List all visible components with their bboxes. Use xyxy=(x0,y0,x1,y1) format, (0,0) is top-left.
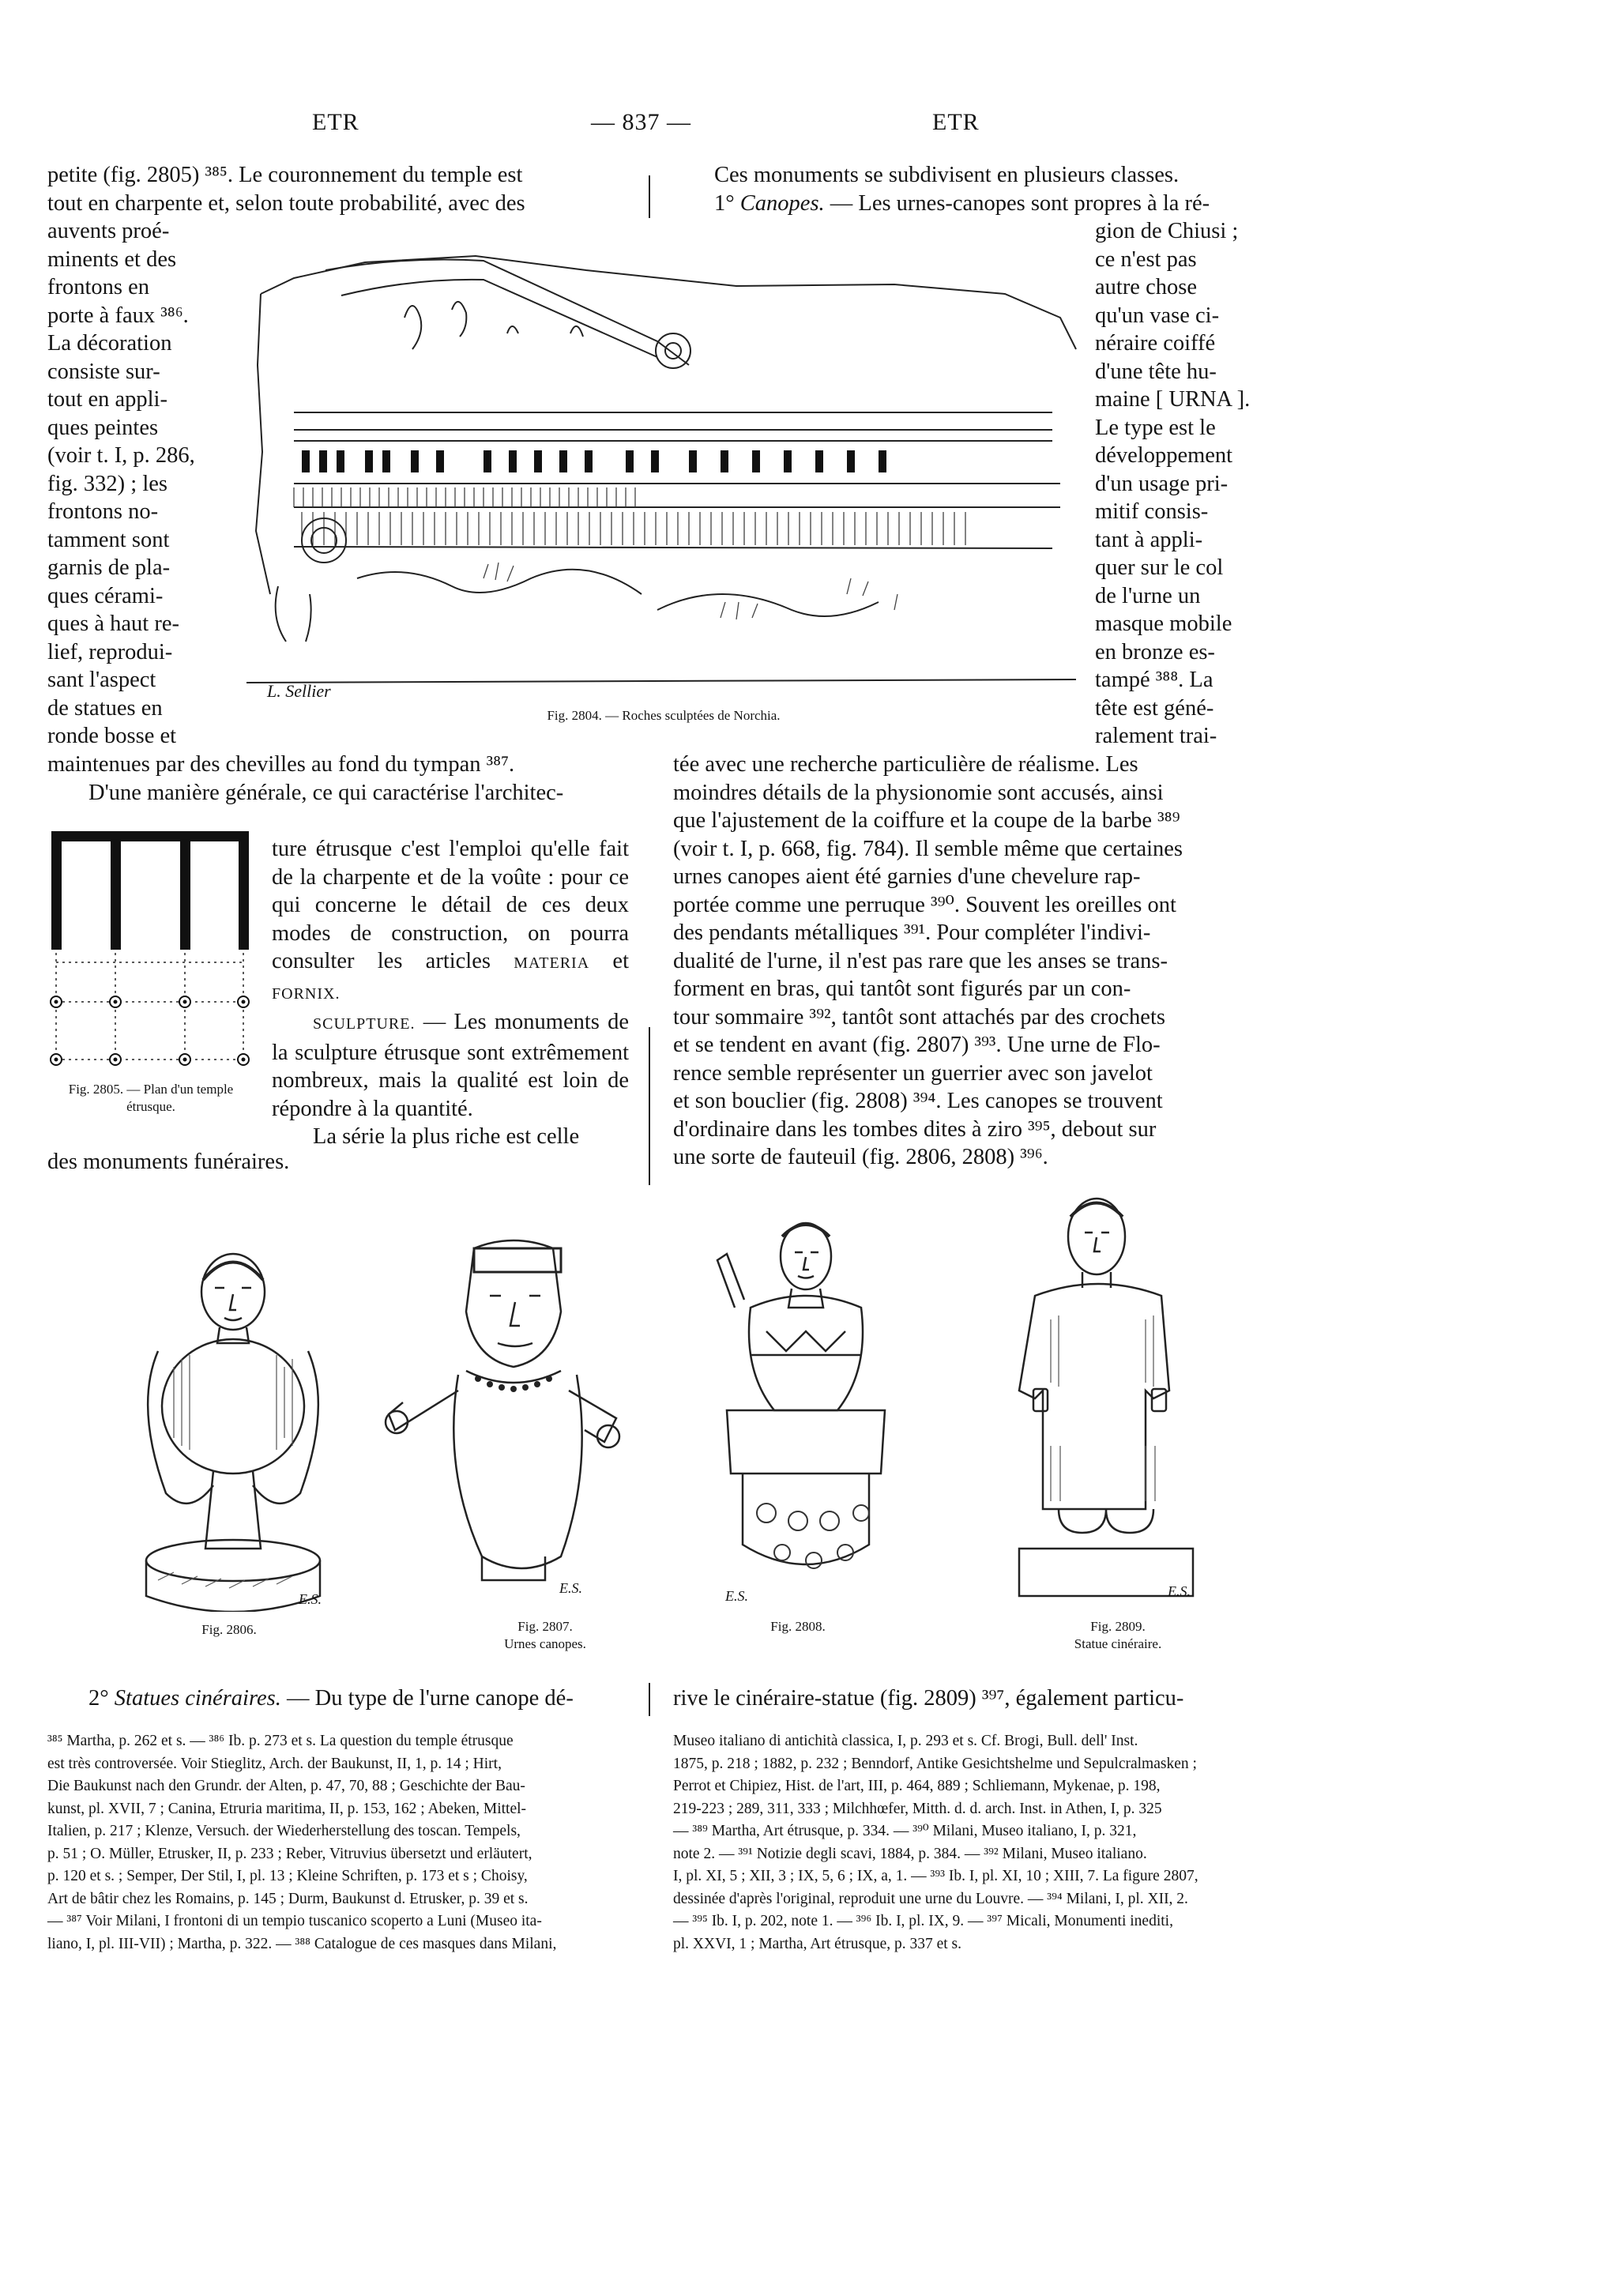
urn-base xyxy=(743,1474,869,1564)
footnotes-left xyxy=(47,1730,628,1955)
text-run: et xyxy=(612,949,629,973)
urn-head xyxy=(466,1240,561,1367)
fig-2809-signature: E.S. xyxy=(1168,1583,1191,1599)
text-line: masque mobile xyxy=(1095,612,1232,636)
fig-2808-signature: E.S. xyxy=(725,1588,748,1604)
fig-2809-cinerary-statue xyxy=(1003,1185,1209,1612)
footnote-line: Perrot et Chipiez, Hist. de l'art, III, p. 464, 889 ; Schliemann, Mykenae, p. 198, xyxy=(673,1778,1161,1794)
text-line: autre chose xyxy=(1095,275,1197,299)
cross-reference: FORNIX. xyxy=(272,984,341,1003)
statue-hatching xyxy=(1051,1315,1155,1501)
statue-plinth xyxy=(1019,1549,1193,1596)
text-run: — Du type de l'urne canope dé- xyxy=(286,1686,574,1711)
right-para-full xyxy=(673,751,1254,1172)
text-line: rence semble représenter un guerrier avec son javelot xyxy=(673,1060,1153,1086)
plan-wall xyxy=(180,831,190,950)
text-line: mitif consis- xyxy=(1095,499,1209,524)
urn-arm-left xyxy=(389,1391,458,1430)
rock-outline xyxy=(261,256,1076,349)
text-line: qu'un vase ci- xyxy=(1095,303,1220,328)
urn-pattern xyxy=(751,1331,861,1355)
text-line: ronde bosse et xyxy=(47,724,177,748)
page-number: — 837 — xyxy=(591,109,691,135)
caption-sub: Statue cinéraire. xyxy=(1074,1636,1162,1651)
text-line: quer sur le col xyxy=(1095,555,1224,580)
urn-hair xyxy=(474,1248,561,1272)
text-line: dualité de l'urne, il n'est pas rare que les anses se trans- xyxy=(673,948,1168,973)
footnote-line: Italien, p. 217 ; Klenze, Versuch. der Wiederherstellung des toscan. Tempels, xyxy=(47,1823,521,1839)
relief-figures xyxy=(404,302,583,349)
text-line: portée comme une perruque ³⁹⁰. Souvent les oreilles ont xyxy=(673,892,1176,917)
text-run xyxy=(673,190,1254,218)
text-line: maintenues par des chevilles au fond du tympan ³⁸⁷. xyxy=(47,752,515,777)
urn-chair xyxy=(727,1410,885,1474)
text-line: et son bouclier (fig. 2808) ³⁹⁴. Les canopes se trouvent xyxy=(673,1089,1163,1113)
grass-strokes xyxy=(484,563,897,619)
fig-2808-caption: Fig. 2808. xyxy=(770,1619,826,1634)
text-run: 1° xyxy=(714,190,735,216)
text-line: gion de Chiusi ; xyxy=(1095,219,1239,243)
pediment-rosette xyxy=(665,343,681,359)
hatch-shading xyxy=(294,487,965,545)
footnote-line: p. 120 et s. ; Semper, Der Stil, I, pl. 13 ; Kleine Schriften, p. 173 et s ; Choisy, xyxy=(47,1868,528,1884)
text-line: auvents proé- xyxy=(47,219,170,243)
fig-2807-signature: E.S. xyxy=(559,1580,582,1596)
footnote-line: — ³⁸⁷ Voir Milani, I frontoni di un tempio tuscanico scoperto a Luni (Museo ita- xyxy=(47,1913,542,1929)
section-label: SCULPTURE. xyxy=(313,1015,416,1033)
vegetation xyxy=(357,570,879,616)
text-line: (voir t. I, p. 286, xyxy=(47,443,195,468)
urn-face xyxy=(795,1252,818,1278)
section-label: Statues cinéraires. xyxy=(114,1686,281,1711)
footnote-line: note 2. — ³⁹¹ Notizie degli scavi, 1884, p. 384. — ³⁹² Milani, Museo italiano. xyxy=(673,1845,1147,1862)
caption-label: Fig. 2809. xyxy=(1090,1619,1146,1634)
fig-2807-caption xyxy=(482,1618,608,1653)
footnote-line: est très controversée. Voir Stieglitz, Arch. der Baukunst, II, 1, p. 14 ; Hirt, xyxy=(47,1755,502,1772)
text-line: frontons no- xyxy=(47,499,159,524)
text-run xyxy=(272,835,629,1008)
text-line: une sorte de fauteuil (fig. 2806, 2808) ³⁹⁶. xyxy=(673,1145,1048,1169)
text-run: — Les monuments de la sculpture étrusque sont extrêmement nombreux, mais la qualité est loin de répondre à la quantité. xyxy=(272,1010,630,1121)
text-run: — Les urnes-canopes sont propres à la ré- xyxy=(830,190,1210,216)
text-line: minents et des xyxy=(47,247,177,272)
fig-2806-canopic-urn xyxy=(126,1248,340,1612)
urn-body xyxy=(749,1296,863,1410)
text-line: Ces monuments se subdivisent en plusieurs classes. xyxy=(714,163,1180,187)
text-line: tour sommaire ³⁹², tantôt sont attachés par des crochets xyxy=(673,1004,1165,1029)
urn-base xyxy=(146,1540,320,1581)
text-line: porte à faux ³⁸⁶. xyxy=(47,303,189,328)
fig-2806-signature: E.S. xyxy=(299,1591,322,1607)
running-head-left: ETR xyxy=(312,109,359,135)
text-line: tant à appli- xyxy=(1095,527,1203,552)
urn-raised-arm xyxy=(717,1254,744,1308)
text-line: ralement trai- xyxy=(1095,724,1217,748)
entablature-lines xyxy=(294,484,1060,507)
ground-line xyxy=(246,679,1076,683)
text-line: petite (fig. 2805) ³⁸⁵. Le couronnement du temple est xyxy=(47,163,523,187)
pediment-slope xyxy=(341,280,657,357)
plan-wall xyxy=(111,831,121,950)
text-line: moindres détails de la physionomie sont accusés, ainsi xyxy=(673,780,1164,805)
text-line: des pendants métalliques ³⁹¹. Pour compléter l'indivi- xyxy=(673,920,1151,945)
text-line: sant l'aspect xyxy=(47,668,156,692)
text-line: fig. 332) ; les xyxy=(47,471,167,496)
text-run xyxy=(272,1008,629,1123)
section-2-left-line xyxy=(47,1684,628,1713)
plan-wall xyxy=(239,831,249,950)
cross-reference: MATERIA xyxy=(514,954,590,972)
text-line: ques peintes xyxy=(47,415,159,440)
text-line: d'ordinaire dans les tombes dites à ziro ³⁹⁵, debout sur xyxy=(673,1116,1157,1142)
plan-front-wall xyxy=(51,831,249,841)
text-line: tout en appli- xyxy=(47,387,167,412)
right-para-wrap xyxy=(1095,217,1254,751)
footnote-line: I, pl. XI, 5 ; XII, 3 ; IX, 5, 6 ; IX, a, 1. — ³⁹³ Ib. I, pl. XI, 10 ; XIII, 7. La figure 2807, xyxy=(673,1868,1198,1884)
text-line: tout en charpente et, selon toute probabilité, avec des xyxy=(47,190,525,216)
footnote-line: Die Baukunst nach den Grundr. der Alten, p. 47, 70, 88 ; Geschichte der Bau- xyxy=(47,1778,525,1794)
text-line: et se tendent en avant (fig. 2807) ³⁹³. Une urne de Flo- xyxy=(673,1033,1161,1057)
fig-2805-caption: Fig. 2805. — Plan d'un temple étrusque. xyxy=(68,1082,234,1114)
text-line: urnes canopes aient été garnies d'une chevelure rap- xyxy=(673,864,1141,889)
caption-sub: Urnes canopes. xyxy=(504,1636,586,1651)
footnote-line: 219-223 ; 289, 311, 333 ; Milchhœfer, Mitth. d. d. arch. Inst. in Athen, I, p. 325 xyxy=(673,1800,1162,1817)
footnote-line: — ³⁹⁵ Ib. I, p. 202, note 1. — ³⁹⁶ Ib. I, pl. IX, 9. — ³⁹⁷ Micali, Monumenti inediti, xyxy=(673,1913,1173,1929)
footnote-line: Art de bâtir chez les Romains, p. 145 ; Durm, Baukunst d. Etrusker, p. 39 et s. xyxy=(47,1890,529,1907)
text-line: frontons en xyxy=(47,275,150,299)
text-line: de statues en xyxy=(47,695,163,721)
text-line: ce n'est pas xyxy=(1095,247,1197,272)
statue-body xyxy=(1019,1284,1169,1509)
text-line: D'une manière générale, ce qui caractérise l'architec- xyxy=(88,780,564,805)
plan-columns xyxy=(51,996,249,1065)
text-line: (voir t. I, p. 668, fig. 784). Il semble même que certaines xyxy=(673,836,1183,861)
text-line: tamment sont xyxy=(47,527,170,552)
text-line: d'un usage pri- xyxy=(1095,471,1229,496)
dentil-row xyxy=(302,450,886,472)
column-rule-top xyxy=(649,175,650,218)
text-line: ques cérami- xyxy=(47,583,164,608)
statue-face xyxy=(1085,1233,1109,1252)
urn-face xyxy=(215,1288,251,1320)
left-para-1-end xyxy=(47,751,628,807)
text-line: consiste sur- xyxy=(47,359,160,384)
column-rule-mid xyxy=(649,1027,650,1185)
urn-foot xyxy=(205,1471,261,1549)
statue-hair xyxy=(1071,1203,1123,1218)
urn-face xyxy=(490,1296,540,1346)
urn-body xyxy=(453,1375,581,1568)
rock-outline xyxy=(256,294,270,594)
statue-knees xyxy=(1059,1509,1153,1533)
text-line: rive le cinéraire-statue (fig. 2809) ³⁹⁷, également particu- xyxy=(673,1686,1184,1711)
fig-2804-signature: L. Sellier xyxy=(267,681,331,701)
text-run: 2° xyxy=(88,1686,109,1711)
left-para-1-wrap xyxy=(47,217,209,751)
urn-neck xyxy=(788,1289,823,1308)
text-line: néraire coiffé xyxy=(1095,331,1216,356)
fig-2807-canopic-urn-arms xyxy=(379,1233,640,1612)
urn-fist xyxy=(597,1425,619,1447)
left-para-2-wrap xyxy=(272,835,629,1151)
footnote-line: kunst, pl. XVII, 7 ; Canina, Etruria maritima, II, p. 153, 162 ; Abeken, Mittel- xyxy=(47,1800,527,1817)
fig-2804-caption: Fig. 2804. — Roches sculptées de Norchia. xyxy=(547,708,781,723)
urn-hair xyxy=(782,1225,830,1236)
section-label: Canopes. xyxy=(739,190,825,216)
text-line: d'une tête hu- xyxy=(1095,359,1217,384)
right-para-top xyxy=(673,161,1254,217)
caption-label: Fig. 2807. xyxy=(517,1619,573,1634)
footnote-line: pl. XXVI, 1 ; Martha, Art étrusque, p. 337 et s. xyxy=(673,1935,962,1952)
urn-hatching xyxy=(158,1355,292,1588)
footnote-line: — ³⁸⁹ Martha, Art étrusque, p. 334. — ³⁹⁰ Milani, Museo italiano, I, p. 321, xyxy=(673,1823,1137,1839)
urn-body xyxy=(162,1339,304,1474)
text-line: en bronze es- xyxy=(1095,639,1215,664)
section-2-right-line xyxy=(673,1684,1254,1713)
text-line: La série la plus riche est celle xyxy=(313,1124,580,1149)
column-rule-bottom xyxy=(649,1683,650,1716)
text-line: lief, reprodui- xyxy=(47,639,173,664)
fig-2806-caption: Fig. 2806. xyxy=(201,1622,257,1637)
footnote-line: liano, I, pl. III-VII) ; Martha, p. 322. — ³⁸⁸ Catalogue de ces masques dans Milani, xyxy=(47,1935,557,1952)
text-line: tête est géné- xyxy=(1095,695,1214,721)
base-line xyxy=(294,547,1052,548)
vegetation xyxy=(276,586,311,642)
footnote-line: 1875, p. 218 ; 1882, p. 232 ; Benndorf, Antike Gesichtshelme und Sepulcralmasken ; xyxy=(673,1755,1197,1772)
text-run: ture étrusque c'est l'emploi qu'elle fait de la charpente et de la voûte : pour ce qui concerne le détail de ces deux modes de construction, on pourra consulter les articles xyxy=(272,837,629,973)
text-run xyxy=(47,1684,628,1713)
text-line: développement xyxy=(1095,443,1233,468)
footnote-line: ³⁸⁵ Martha, p. 262 et s. — ³⁸⁶ Ib. p. 273 et s. La question du temple étrusque xyxy=(47,1733,514,1749)
text-line: forment en bras, qui tantôt sont figurés par un con- xyxy=(673,977,1131,1001)
footnotes-right xyxy=(673,1730,1254,1955)
text-line: garnis de pla- xyxy=(47,555,171,580)
left-para-1-full xyxy=(47,161,628,217)
footnote-line: dessinée d'après l'original, reproduit une urne du Louvre. — ³⁹⁴ Milani, I, pl. XII, 2. xyxy=(673,1890,1188,1907)
text-line: que l'ajustement de la coiffure et la coupe de la barbe ³⁸⁹ xyxy=(673,808,1180,833)
cornice-lines xyxy=(294,412,1052,441)
text-line: tée avec une recherche particulière de réalisme. Les xyxy=(673,752,1138,777)
pediment-rosette xyxy=(656,333,690,368)
text-line: des monuments funéraires. xyxy=(47,1150,290,1174)
running-head-right: ETR xyxy=(932,109,980,135)
fig-2809-caption xyxy=(1051,1618,1185,1653)
urn-arm-right xyxy=(569,1391,616,1442)
plan-dotted-grid xyxy=(56,953,243,1061)
text-line: Le type est le xyxy=(1095,415,1216,440)
footnote-line: p. 51 ; O. Müller, Etrusker, II, p. 233 ; Reber, Vitruvius übersetzt und erläutert, xyxy=(47,1845,532,1862)
fig-2805-temple-plan xyxy=(47,828,254,1078)
fig-2804-rock-carving xyxy=(246,247,1086,697)
urn-head xyxy=(201,1254,265,1330)
plan-column-centers xyxy=(55,1000,246,1062)
plan-wall xyxy=(51,831,62,950)
left-para-4-end xyxy=(47,1148,628,1176)
text-line: maine [ URNA ]. xyxy=(1095,387,1251,412)
text-line: ques à haut re- xyxy=(47,612,179,636)
footnote-line: Museo italiano di antichità classica, I, p. 293 et s. Cf. Brogi, Bull. dell' Inst. xyxy=(673,1733,1138,1749)
text-line: La décoration xyxy=(47,331,172,356)
text-line: de l'urne un xyxy=(1095,583,1201,608)
text-line: tampé ³⁸⁸. La xyxy=(1095,668,1214,692)
fig-2808-canopic-urn-warrior xyxy=(703,1213,909,1612)
